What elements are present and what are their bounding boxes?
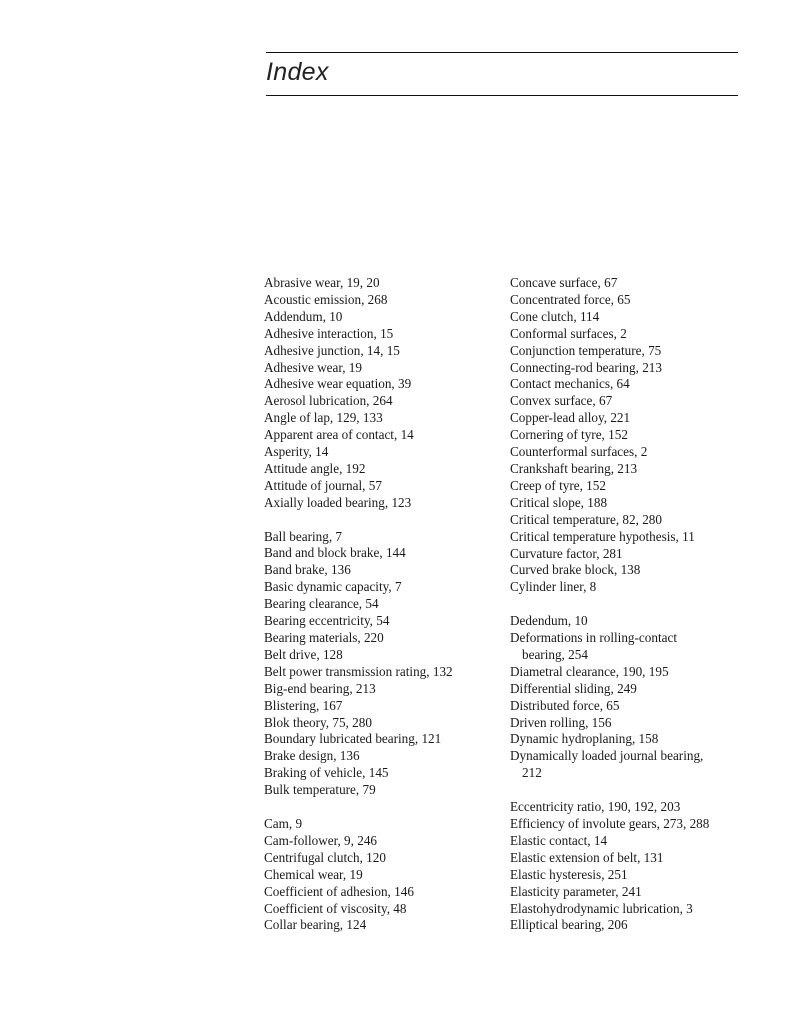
- index-entry-text: Aerosol lubrication, 264: [264, 393, 393, 409]
- index-entry-text: Dynamic hydroplaning, 158: [510, 731, 659, 747]
- index-entry-text: Cornering of tyre, 152: [510, 427, 628, 443]
- index-entry: [264, 545, 494, 562]
- index-entry-text: Cam, 9: [264, 815, 303, 831]
- index-entry: [510, 613, 746, 630]
- index-entry-text: Efficiency of involute gears, 273, 288: [510, 815, 710, 831]
- index-entry: [510, 376, 746, 393]
- index-entry-text: Blok theory, 75, 280: [264, 714, 372, 730]
- index-entry-text: Creep of tyre, 152: [510, 477, 606, 493]
- index-entry-text: Coefficient of adhesion, 146: [264, 883, 414, 899]
- index-entry: [264, 782, 494, 799]
- index-entry-text: Elastic contact, 14: [510, 832, 608, 848]
- index-entry-continuation: 212: [522, 765, 542, 781]
- index-entry-text: Contact mechanics, 64: [510, 376, 630, 392]
- index-entry-text: Elastohydrodynamic lubrication, 3: [510, 900, 693, 916]
- index-entry-text: Deformations in rolling-contact: [510, 630, 677, 646]
- index-entry-text: Big-end bearing, 213: [264, 680, 376, 696]
- index-entry-text: Counterformal surfaces, 2: [510, 444, 648, 460]
- index-entry: [510, 393, 746, 410]
- index-entry: [510, 326, 746, 343]
- index-entry-continuation: bearing, 254: [522, 646, 588, 662]
- index-entry-text: Collar bearing, 124: [264, 917, 367, 933]
- index-entry: [510, 275, 746, 292]
- index-entry: [264, 833, 494, 850]
- index-entry: [510, 867, 746, 884]
- index-entry: [510, 478, 746, 495]
- index-entry: [264, 562, 494, 579]
- index-entry: [264, 495, 494, 512]
- index-entry-text: Diametral clearance, 190, 195: [510, 663, 669, 679]
- index-entry: [510, 901, 746, 918]
- index-entry: [510, 410, 746, 427]
- index-entry-text: Critical temperature hypothesis, 11: [510, 528, 695, 544]
- index-entry-text: Differential sliding, 249: [510, 680, 637, 696]
- index-entry-text: Bearing eccentricity, 54: [264, 613, 390, 629]
- index-entry: [510, 444, 746, 461]
- index-entry-text: Braking of vehicle, 145: [264, 765, 389, 781]
- section-gap: [264, 799, 494, 816]
- index-entry-text: Driven rolling, 156: [510, 714, 612, 730]
- index-entry: [264, 393, 494, 410]
- index-entry-text: Cone clutch, 114: [510, 308, 600, 324]
- index-entry-text: Curvature factor, 281: [510, 545, 623, 561]
- index-entry: [510, 309, 746, 326]
- index-entry-text: Apparent area of contact, 14: [264, 427, 414, 443]
- index-entry-text: Centrifugal clutch, 120: [264, 849, 386, 865]
- index-entry-text: Band and block brake, 144: [264, 545, 406, 561]
- index-entry-text: Dynamically loaded journal bearing,: [510, 748, 704, 764]
- section-gap: [264, 512, 494, 529]
- index-entry: [264, 698, 494, 715]
- index-entry: [264, 461, 494, 478]
- index-entry-text: Eccentricity ratio, 190, 192, 203: [510, 799, 681, 815]
- index-entry: [510, 833, 746, 850]
- index-column-right: [510, 275, 746, 934]
- index-entry-text: Bulk temperature, 79: [264, 782, 376, 798]
- index-entry: [264, 765, 494, 782]
- index-entry-text: Asperity, 14: [264, 444, 329, 460]
- index-entry-text: Blistering, 167: [264, 697, 343, 713]
- index-entry-text: Axially loaded bearing, 123: [264, 494, 412, 510]
- index-entry-text: Cylinder liner, 8: [510, 579, 597, 595]
- index-entry-text: Boundary lubricated bearing, 121: [264, 731, 442, 747]
- index-entry: [264, 715, 494, 732]
- index-entry: [510, 850, 746, 867]
- index-entry-text: Elastic extension of belt, 131: [510, 849, 664, 865]
- index-entry-text: Belt drive, 128: [264, 646, 343, 662]
- index-entry: [264, 613, 494, 630]
- index-entry: [264, 884, 494, 901]
- index-entry-text: Adhesive wear equation, 39: [264, 376, 412, 392]
- index-entry-text: Curved brake block, 138: [510, 562, 641, 578]
- index-entry: [264, 343, 494, 360]
- index-entry: [510, 884, 746, 901]
- page-title: Index: [266, 58, 329, 86]
- index-entry: [264, 292, 494, 309]
- index-entry-text: Crankshaft bearing, 213: [510, 460, 638, 476]
- index-entry: [264, 410, 494, 427]
- index-entry: [264, 901, 494, 918]
- index-entry: [264, 917, 494, 934]
- index-entry: [510, 427, 746, 444]
- index-entry-text: Elastic hysteresis, 251: [510, 866, 628, 882]
- index-entry: [264, 478, 494, 495]
- index-entry-text: Concentrated force, 65: [510, 291, 631, 307]
- index-entry-text: Band brake, 136: [264, 562, 351, 578]
- index-entry: [264, 850, 494, 867]
- index-entry-text: Adhesive interaction, 15: [264, 325, 394, 341]
- index-entry-text: Conjunction temperature, 75: [510, 342, 662, 358]
- index-entry-text: Adhesive wear, 19: [264, 359, 362, 375]
- index-entry: [510, 917, 746, 934]
- index-entry-text: Basic dynamic capacity, 7: [264, 579, 402, 595]
- index-entry: [264, 630, 494, 647]
- index-entry: [264, 816, 494, 833]
- index-entry-text: Elasticity parameter, 241: [510, 883, 642, 899]
- index-entry-text: Conformal surfaces, 2: [510, 325, 627, 341]
- index-entry: [510, 546, 746, 563]
- index-entry: [264, 748, 494, 765]
- index-entry: [510, 579, 746, 596]
- index-column-left: [264, 275, 494, 934]
- index-entry-text: Addendum, 10: [264, 308, 343, 324]
- index-entry-text: Cam-follower, 9, 246: [264, 832, 378, 848]
- index-entry-text: Ball bearing, 7: [264, 528, 343, 544]
- header-top-rule: [266, 52, 738, 53]
- index-entry: [510, 512, 746, 529]
- section-gap: [510, 782, 746, 799]
- index-entry: [264, 309, 494, 326]
- index-entry-text: Abrasive wear, 19, 20: [264, 275, 380, 290]
- index-entry-text: Bearing clearance, 54: [264, 596, 379, 612]
- index-entry: [264, 731, 494, 748]
- index-entry-text: Brake design, 136: [264, 748, 360, 764]
- index-entry-text: Concave surface, 67: [510, 275, 618, 290]
- index-entry: [264, 326, 494, 343]
- index-entry: [510, 360, 746, 377]
- index-entry: [510, 461, 746, 478]
- index-entry-text: Belt power transmission rating, 132: [264, 663, 453, 679]
- index-entry: [510, 715, 746, 732]
- index-entry-text: Connecting-rod bearing, 213: [510, 359, 662, 375]
- index-entry: [510, 495, 746, 512]
- index-entry: [264, 664, 494, 681]
- index-entry-text: Attitude of journal, 57: [264, 477, 382, 493]
- index-entry: [264, 647, 494, 664]
- index-entry: [510, 799, 746, 816]
- index-entry: [510, 630, 746, 664]
- index-entry-text: Critical slope, 188: [510, 494, 608, 510]
- index-entry: [510, 292, 746, 309]
- section-gap: [510, 596, 746, 613]
- index-entry-text: Adhesive junction, 14, 15: [264, 342, 400, 358]
- index-entry-text: Angle of lap, 129, 133: [264, 410, 383, 426]
- index-entry: [510, 529, 746, 546]
- index-entry: [264, 275, 494, 292]
- index-entry-text: Distributed force, 65: [510, 697, 620, 713]
- index-entry: [510, 731, 746, 748]
- index-entry: [264, 681, 494, 698]
- index-entry: [264, 427, 494, 444]
- index-entry-text: Chemical wear, 19: [264, 866, 363, 882]
- index-entry-text: Acoustic emission, 268: [264, 291, 388, 307]
- index-entry: [264, 529, 494, 546]
- index-entry: [264, 579, 494, 596]
- index-entry: [510, 681, 746, 698]
- index-entry-text: Dedendum, 10: [510, 613, 588, 629]
- index-entry: [264, 360, 494, 377]
- index-entry-text: Copper-lead alloy, 221: [510, 410, 631, 426]
- index-entry: [510, 698, 746, 715]
- index-entry: [510, 343, 746, 360]
- index-entry-text: Critical temperature, 82, 280: [510, 511, 662, 527]
- index-entry: [510, 664, 746, 681]
- header-bottom-rule: [266, 95, 738, 96]
- index-entry: [510, 748, 746, 782]
- index-entry: [264, 376, 494, 393]
- index-entry-text: Elliptical bearing, 206: [510, 917, 628, 933]
- index-entry: [264, 867, 494, 884]
- index-entry: [264, 444, 494, 461]
- index-entry-text: Coefficient of viscosity, 48: [264, 900, 407, 916]
- index-entry: [264, 596, 494, 613]
- index-entry-text: Bearing materials, 220: [264, 630, 384, 646]
- index-entry: [510, 816, 746, 833]
- index-entry: [510, 562, 746, 579]
- index-entry-text: Attitude angle, 192: [264, 460, 366, 476]
- index-entry-text: Convex surface, 67: [510, 393, 613, 409]
